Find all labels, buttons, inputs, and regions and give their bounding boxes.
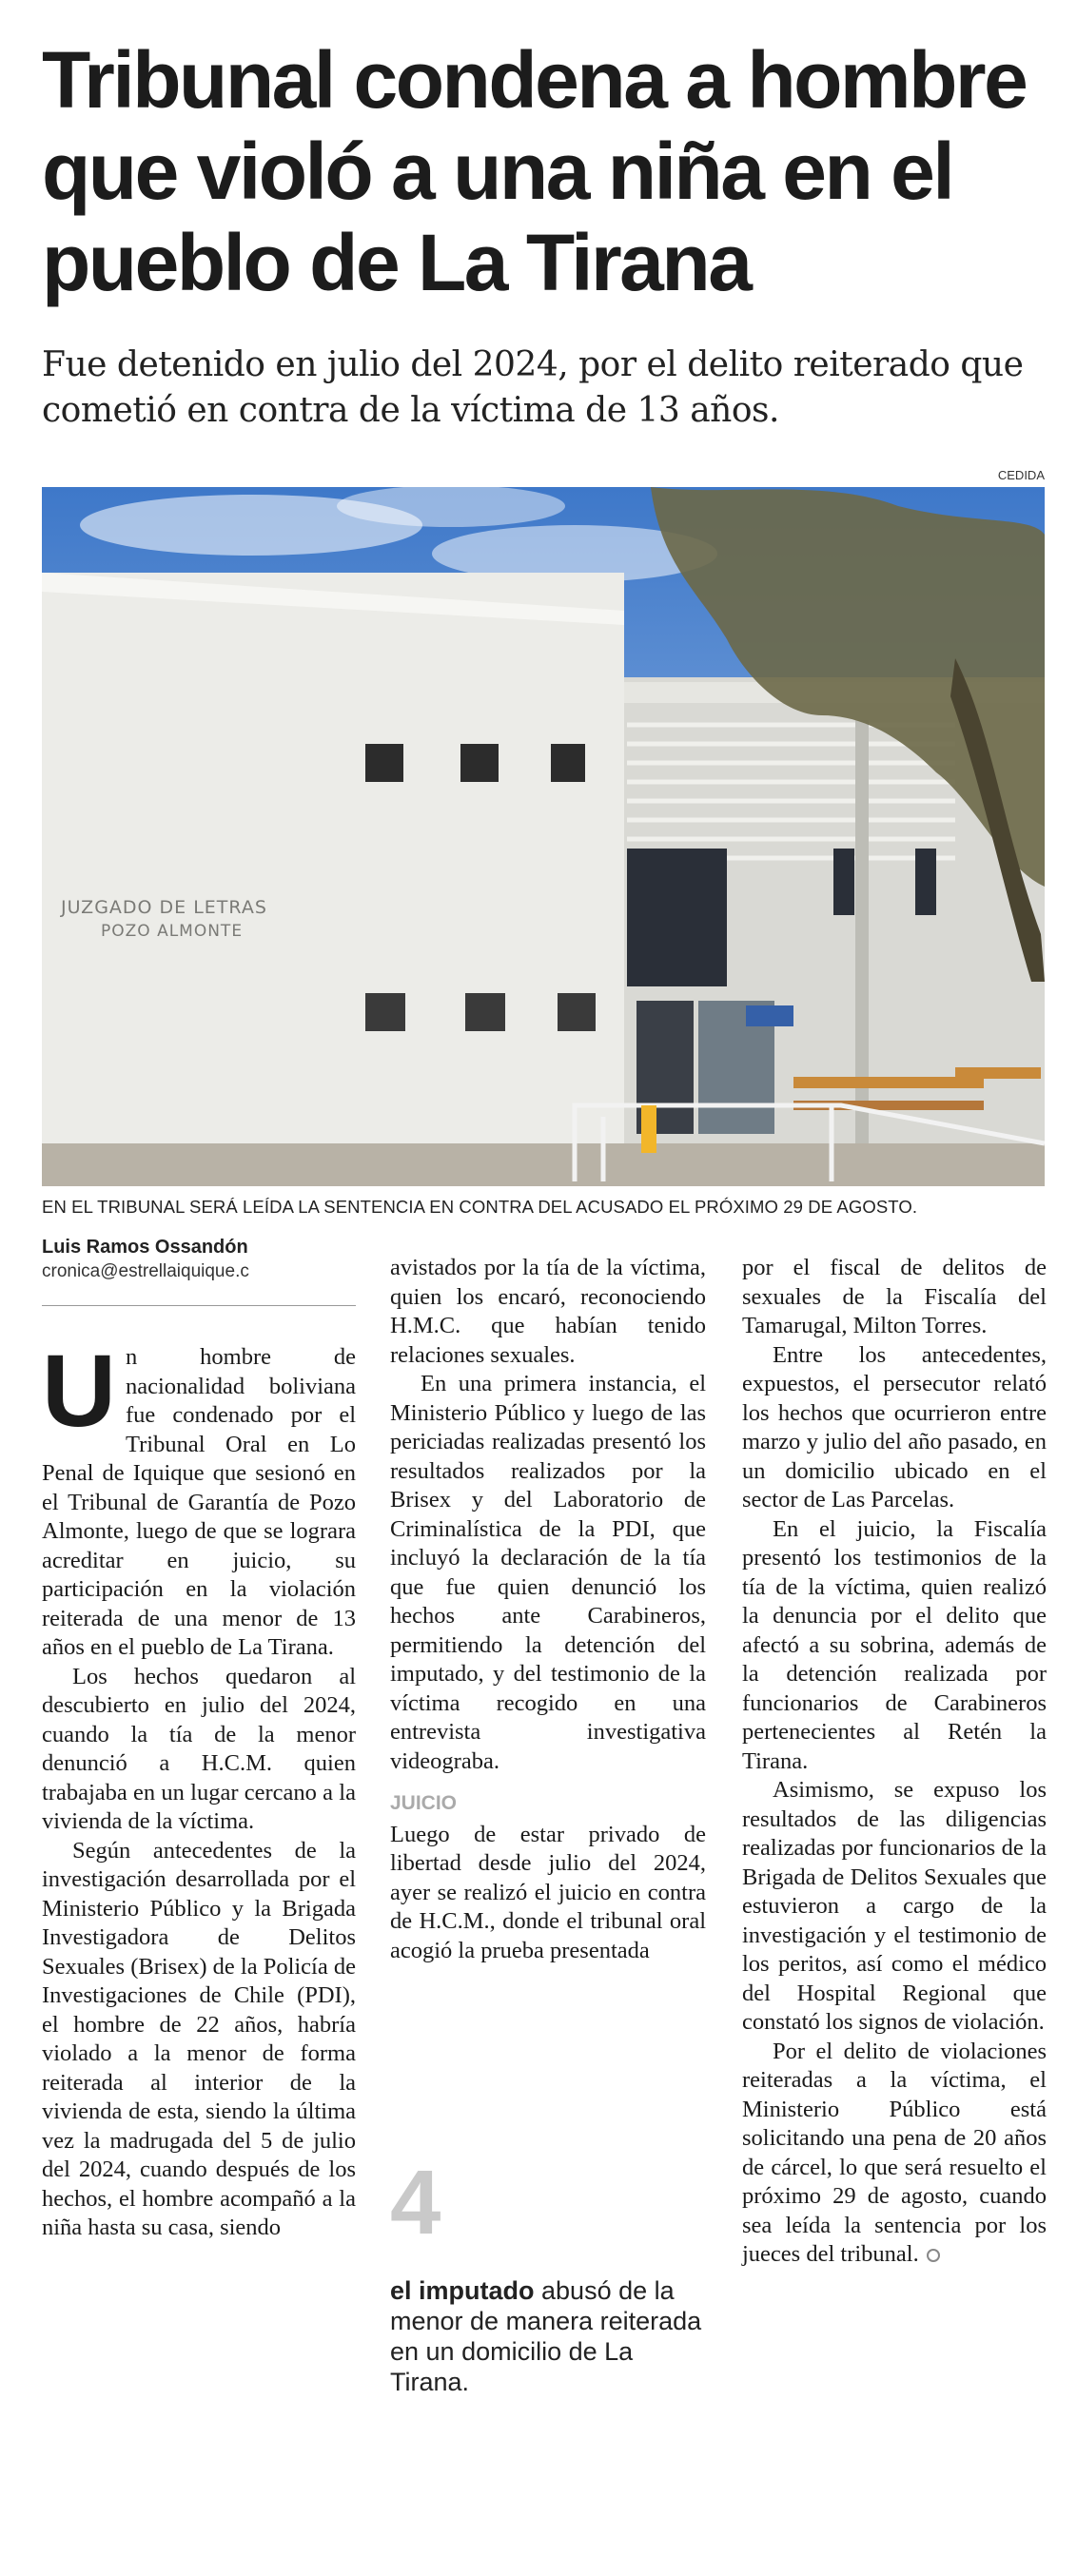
article-paragraph: Entre los antecedentes, expuestos, el persecutor relató los hechos que ocurrieron entre marzo y julio del año pasado, en un domicilio ubicado en el sector de Las Parcelas. xyxy=(742,1341,1047,1512)
article-paragraph: por el fiscal de delitos de sexuales de la Fiscalía del Tamarugal, Milton Torres. xyxy=(742,1255,1047,1338)
article-column-3 xyxy=(742,1254,1047,2270)
highlight-number: 4 xyxy=(390,2152,441,2254)
article-paragraph-text: Por el delito de violaciones reiteradas a la víctima, el Ministerio Público está solicitando una pena de 20 años de cárcel, lo que será resuelto el próximo 29 de agosto, cuando sea leída la sentencia por los jueces del tribunal. xyxy=(742,2038,1047,2267)
highlight-lead: el imputado xyxy=(390,2276,535,2305)
article-photo xyxy=(42,487,1045,1186)
article-column-2 xyxy=(390,1254,706,1965)
article-paragraph: En una primera instancia, el Ministerio Público y luego de las periciadas realizadas presentó los resultados realizados por la Brisex y del Laboratorio de Criminalística de la PDI, que incluyó la declaración de la tía que fue quien denunció los hechos ante Carabineros, permitiendo la detención del imputado, y del testimonio de la víctima recogido en una entrevista investigativa videograba. xyxy=(390,1371,706,1774)
section-heading: JUICIO xyxy=(390,1792,458,1814)
end-of-article-icon xyxy=(927,2249,940,2262)
photo-credit: CEDIDA xyxy=(997,468,1045,482)
article-paragraph: Según antecedentes de la investigación desarrollada por el Ministerio Público y la Brigada Investigadora de Delitos Sexuales (Brisex) de la Policía de Investigaciones de Chile (PDI), el hombre de 22 años, habría violado a la menor de forma reiterada al interior de la vivienda de esta, siendo la última vez la madrugada del 5 de julio del 2024, cuando después de los hechos, el hombre acompañó a la niña hasta su casa, siendo xyxy=(42,1837,356,2240)
article-paragraph: En el juicio, la Fiscalía presentó los testimonios de la tía de la víctima, quien realizó la denuncia por el delito que afectó a su sobrina, además de la detención realizada por funcionarios de Carabineros pertenecientes al Retén la Tirana. xyxy=(742,1515,1047,1774)
byline-email[interactable]: cronica@estrellaiquique.c xyxy=(42,1261,249,1281)
article-paragraph-lead xyxy=(42,1333,356,1663)
subheadline: Fue detenido en julio del 2024, por el delito reiterado que cometió en contra de la víctima de 13 años. xyxy=(42,345,1024,430)
photo-caption: EN EL TRIBUNAL SERÁ LEÍDA LA SENTENCIA EN CONTRA DEL ACUSADO EL PRÓXIMO 29 DE AGOSTO. xyxy=(42,1197,918,1217)
article-column-1 xyxy=(42,1333,356,2243)
courthouse-photo-illustration xyxy=(42,487,1045,1186)
building-sign-line1: JUZGADO DE LETRAS xyxy=(61,897,267,918)
drop-cap: U xyxy=(42,1333,116,1448)
byline-divider xyxy=(42,1305,356,1306)
article-paragraph: avistados por la tía de la víctima, quien los encaró, reconociendo H.M.C. que habían tenido relaciones sexuales. xyxy=(390,1255,706,1368)
article-paragraph: Luego de estar privado de libertad desde julio del 2024, ayer se realizó el juicio en contra de H.C.M., donde el tribunal oral acogió la prueba presentada xyxy=(390,1821,706,1963)
lead-text: n hombre de nacionalidad boliviana fue condenado por el Tribunal Oral en Lo Penal de Iquique que sesionó en el Tribunal de Garantía de Pozo Almonte, luego de que se lograra acreditar en juicio, su participación en la violación reiterada de una menor de 13 años en el pueblo de La Tirana. xyxy=(42,1344,356,1660)
article-paragraph-last xyxy=(742,2038,1047,2270)
byline-author: Luis Ramos Ossandón xyxy=(42,1237,248,1258)
highlight-box xyxy=(390,2275,706,2397)
headline: Tribunal condena a hombre que violó a una niña en el pueblo de La Tirana xyxy=(42,35,1027,307)
article-paragraph: Asimismo, se expuso los resultados de las diligencias realizadas por funcionarios de la Brigada de Delitos Sexuales que estuvieron a cargo de la investigación y el testimonio de los peritos, así como el médico del Hospital Regional que constató los signos de violación. xyxy=(742,1777,1047,2035)
highlight-text: abusó de la menor de manera reiterada en un domicilio de La Tirana. xyxy=(390,2276,702,2396)
article-paragraph: Los hechos quedaron al descubierto en julio del 2024, cuando la tía de la menor denunció a H.C.M. quien trabajaba en un lugar cercano a la vivienda de la víctima. xyxy=(42,1663,356,1834)
building-sign-line2: POZO ALMONTE xyxy=(101,922,244,941)
